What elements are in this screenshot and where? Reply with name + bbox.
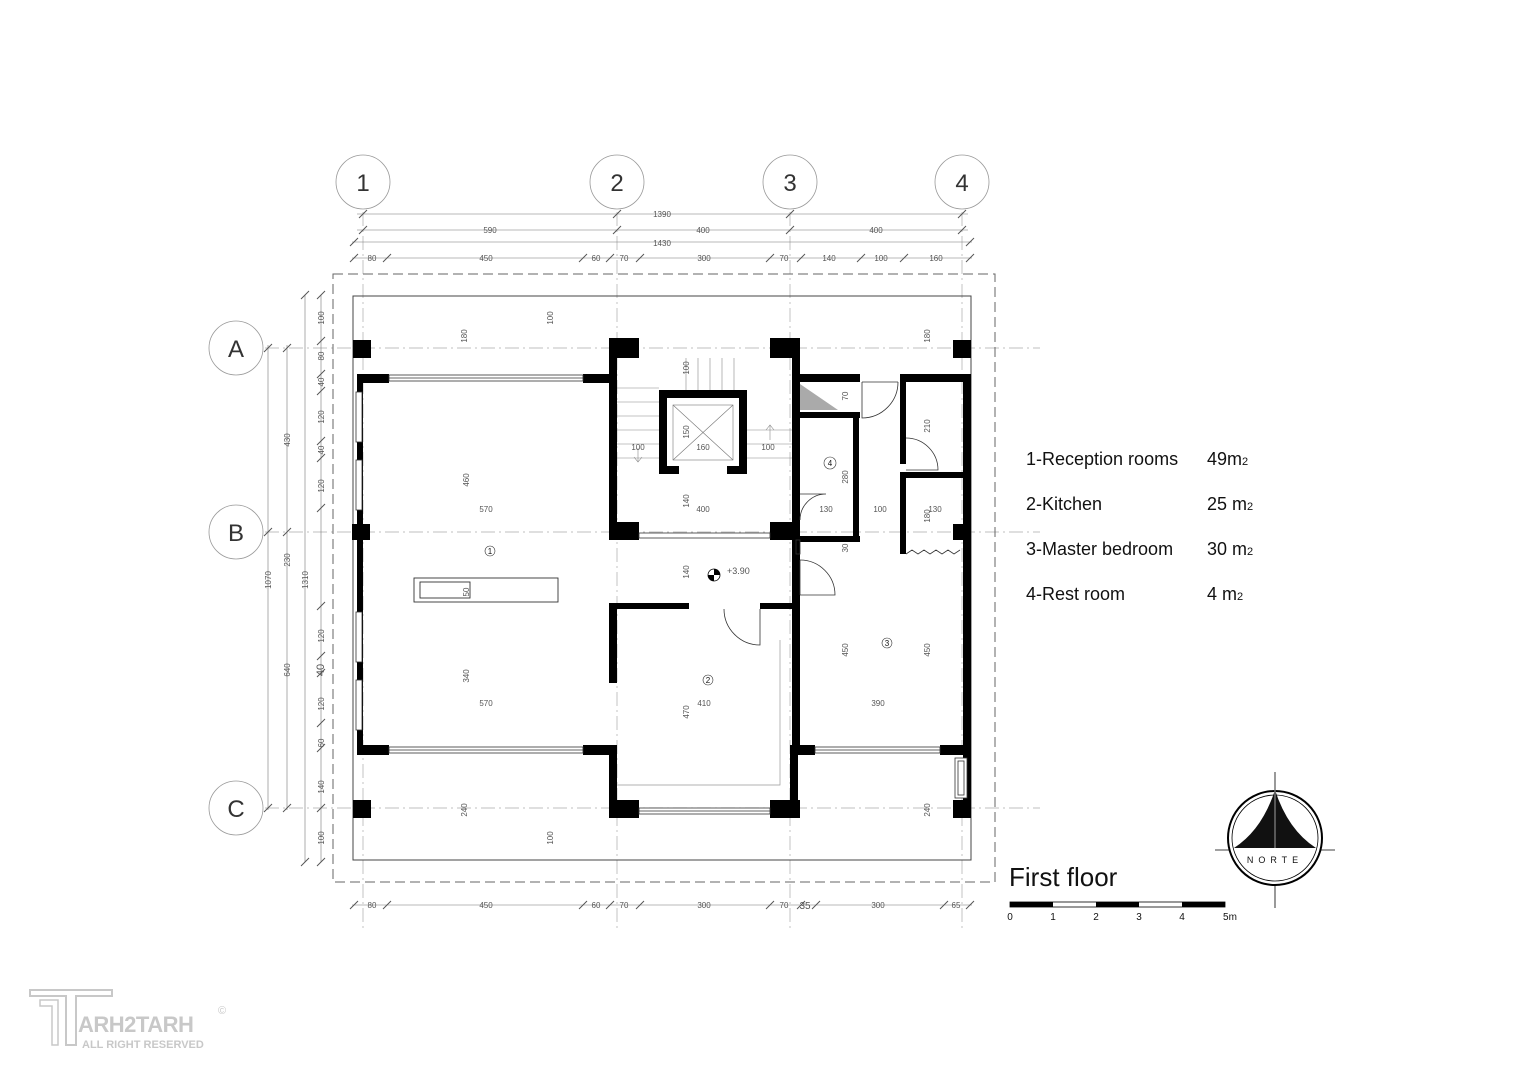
left-dimensions <box>264 311 327 845</box>
grid-bubble-c <box>209 781 263 835</box>
dim-text: 300 <box>871 901 885 910</box>
svg-text:2-Kitchen: 2-Kitchen <box>1026 494 1103 514</box>
dim-text: 450 <box>841 643 850 657</box>
svg-text:4: 4 <box>955 170 969 197</box>
dim-text: 450 <box>923 643 932 657</box>
grid-bubble-a <box>209 321 263 375</box>
dim-text: 140 <box>682 494 691 508</box>
dim-text: 100 <box>761 443 775 452</box>
dim-text: 300 <box>697 901 711 910</box>
svg-text:3-Master bedroom: 3-Master bedroom <box>1026 539 1174 559</box>
dim-text: 130 <box>928 505 942 514</box>
dim-text: 70 <box>841 391 850 401</box>
scale-label: 3 <box>1136 912 1142 923</box>
dim-text: 80 <box>317 351 326 361</box>
bottom-dimensions <box>368 901 961 912</box>
svg-text:A: A <box>227 336 245 363</box>
dim-text: 1430 <box>653 239 671 248</box>
dim-text: 70 <box>779 901 789 910</box>
dim-text: 100 <box>546 311 555 325</box>
dim-text: 80 <box>367 901 377 910</box>
dim-text: 60 <box>591 254 601 263</box>
dim-text: 180 <box>460 329 469 343</box>
svg-text:49m2: 49m2 <box>1207 449 1249 469</box>
svg-text:2: 2 <box>610 170 624 197</box>
grid-bubble-4 <box>935 155 989 209</box>
watermark-logo <box>30 990 226 1051</box>
legend-item <box>1026 494 1253 514</box>
dim-text: 300 <box>697 254 711 263</box>
dim-text: 230 <box>283 553 292 567</box>
dim-text: 40 <box>317 377 326 387</box>
room-legend <box>1026 449 1253 604</box>
grid-bubble-3 <box>763 155 817 209</box>
dim-text: 140 <box>317 780 326 794</box>
dim-text: 100 <box>874 254 888 263</box>
dim-text: 100 <box>317 311 326 325</box>
dim-text: 180 <box>923 329 932 343</box>
svg-text:3: 3 <box>783 170 797 197</box>
dim-text: 280 <box>841 470 850 484</box>
svg-text:30 m2: 30 m2 <box>1207 539 1254 559</box>
dim-text: 590 <box>483 226 497 235</box>
dim-text: 1390 <box>653 210 671 219</box>
svg-text:25 m2: 25 m2 <box>1207 494 1254 514</box>
dim-text: 65 <box>951 901 961 910</box>
scale-bar <box>1007 902 1237 923</box>
dim-text: 100 <box>317 831 326 845</box>
dim-text: 340 <box>462 669 471 683</box>
dim-text: 180 <box>923 509 932 523</box>
dim-text: 570 <box>479 505 493 514</box>
svg-text:NORTE: NORTE <box>1246 855 1304 865</box>
svg-text:ALL RIGHT RESERVED: ALL RIGHT RESERVED <box>82 1039 204 1051</box>
dim-text: 460 <box>462 473 471 487</box>
svg-text:+3.90: +3.90 <box>727 566 750 576</box>
dim-text: 210 <box>923 419 932 433</box>
level-marker <box>708 566 750 581</box>
dim-text: 120 <box>317 479 326 493</box>
grid-bubble-b <box>209 505 263 559</box>
dim-text: 100 <box>873 505 887 514</box>
dim-text: 130 <box>819 505 833 514</box>
svg-text:B: B <box>227 520 245 547</box>
dim-text: 120 <box>317 629 326 643</box>
dim-text: 640 <box>283 663 292 677</box>
dim-text: 40 <box>315 663 327 677</box>
grid-bubble-1 <box>336 155 390 209</box>
scale-label: 5m <box>1223 912 1237 923</box>
room-tag-3 <box>882 638 892 648</box>
north-arrow-icon <box>1215 772 1335 908</box>
reception-counter <box>414 578 558 602</box>
room-tag-2 <box>703 675 713 685</box>
svg-text:4: 4 <box>827 459 833 468</box>
dim-text: 30 <box>841 543 850 553</box>
scale-label: 4 <box>1179 912 1185 923</box>
wardrobe <box>906 550 960 554</box>
scale-label: 2 <box>1093 912 1099 923</box>
dim-text: 140 <box>822 254 836 263</box>
room-tag-4 <box>824 457 836 469</box>
svg-text:ARH2TARH: ARH2TARH <box>78 1012 194 1037</box>
dim-text: 400 <box>869 226 883 235</box>
dim-text: 400 <box>696 226 710 235</box>
dim-text: 100 <box>546 831 555 845</box>
top-dimensions <box>368 210 944 263</box>
dim-text: 470 <box>682 705 691 719</box>
dim-text: 430 <box>283 433 292 447</box>
grid-bubble-2 <box>590 155 644 209</box>
dim-text: 60 <box>591 901 601 910</box>
dim-text: 120 <box>317 697 326 711</box>
dim-text: 1070 <box>264 571 273 589</box>
dim-text: 240 <box>923 803 932 817</box>
dim-text: 450 <box>479 901 493 910</box>
legend-item <box>1026 584 1243 604</box>
svg-text:1: 1 <box>356 170 370 197</box>
restroom-shaft <box>800 384 838 410</box>
dim-text: 120 <box>317 410 326 424</box>
dim-text: 150 <box>682 425 691 439</box>
dim-text: 1310 <box>301 571 310 589</box>
dim-text: 40 <box>317 445 326 455</box>
svg-text:©: © <box>218 1005 227 1017</box>
legend-item <box>1026 539 1253 559</box>
svg-text:2: 2 <box>705 676 711 685</box>
room-tag-1 <box>485 546 495 556</box>
scale-label: 0 <box>1007 912 1013 923</box>
svg-text:1-Reception rooms: 1-Reception rooms <box>1026 449 1179 469</box>
dim-text: 35 <box>799 901 811 912</box>
legend-item <box>1026 449 1248 469</box>
dim-text: 140 <box>682 565 691 579</box>
kitchen-counter <box>617 640 780 785</box>
dim-text: 100 <box>631 443 645 452</box>
svg-text:1: 1 <box>487 547 493 556</box>
drawing-title: First floor <box>1009 862 1118 892</box>
svg-text:4-Rest room: 4-Rest room <box>1026 584 1126 604</box>
dim-text: 160 <box>696 443 710 452</box>
dim-text: 70 <box>619 254 629 263</box>
dim-text: 240 <box>460 803 469 817</box>
svg-text:4 m2: 4 m2 <box>1207 584 1244 604</box>
dim-text: 50 <box>462 587 471 597</box>
dim-text: 100 <box>682 361 691 375</box>
grid-axes <box>265 212 1040 930</box>
dim-text: 450 <box>479 254 493 263</box>
dim-text: 60 <box>317 738 326 748</box>
dim-text: 160 <box>929 254 943 263</box>
scale-label: 1 <box>1050 912 1056 923</box>
dim-text: 70 <box>619 901 629 910</box>
dim-text: 70 <box>779 254 789 263</box>
svg-text:3: 3 <box>884 639 890 648</box>
svg-text:C: C <box>227 796 245 823</box>
dim-text: 390 <box>871 699 885 708</box>
dim-text: 410 <box>697 699 711 708</box>
dim-text: 570 <box>479 699 493 708</box>
dim-text: 400 <box>696 505 710 514</box>
dim-text: 80 <box>367 254 377 263</box>
